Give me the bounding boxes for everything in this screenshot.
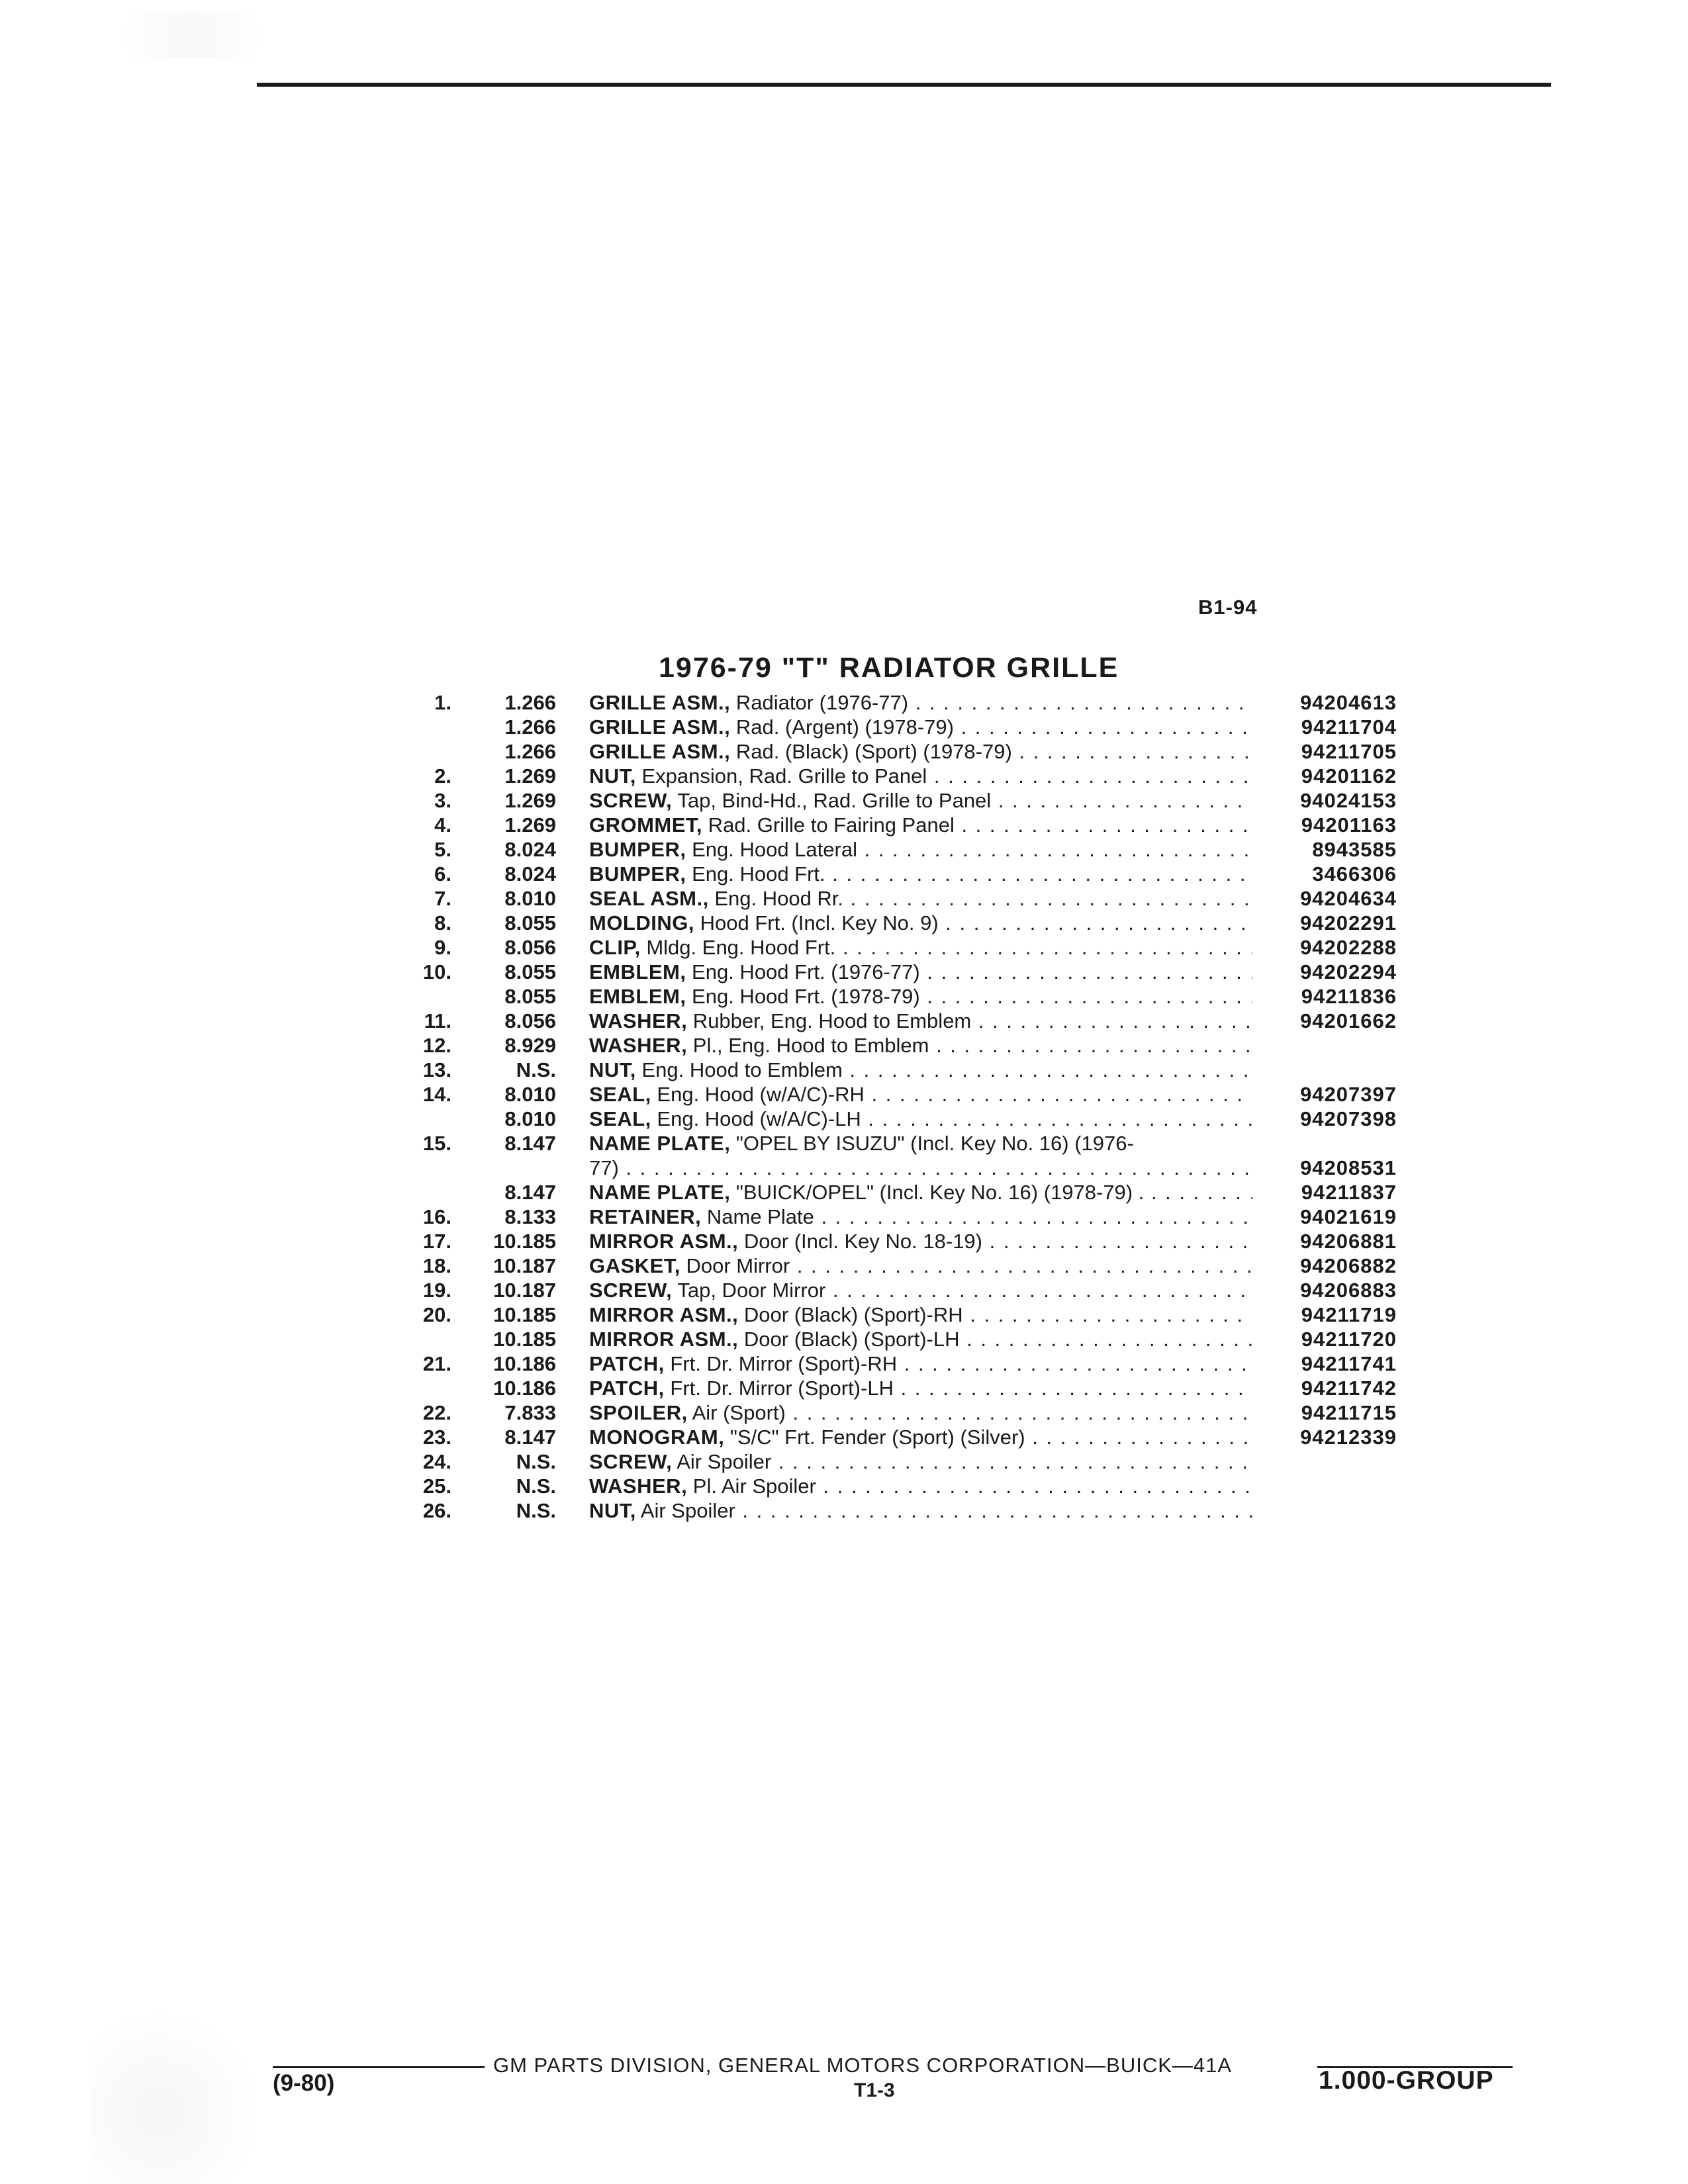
part-number: 94211741 [1301, 1352, 1397, 1375]
group-number: 8.024 [504, 838, 556, 861]
group-number: 1.269 [504, 813, 556, 837]
part-detail: Radiator (1976-77) [730, 691, 909, 714]
part-description [589, 984, 1252, 1009]
part-detail: Hood Frt. (Incl. Key No. 9) [694, 911, 939, 934]
group-number: 8.010 [504, 1107, 556, 1130]
group-number: 1.266 [504, 740, 556, 763]
part-number: 94201163 [1301, 813, 1397, 837]
key-number: 13. [422, 1058, 451, 1081]
group-number: 8.024 [504, 862, 556, 886]
part-detail: Tap, Bind-Hd., Rad. Grille to Panel [672, 789, 992, 812]
part-description [589, 1180, 1252, 1205]
part-number: 94206881 [1300, 1230, 1397, 1253]
parts-row [397, 715, 1403, 739]
group-number: 8.055 [504, 960, 556, 983]
part-detail: Door (Black) (Sport)-LH [738, 1328, 960, 1351]
part-name: NUT, [589, 1499, 636, 1522]
part-detail: Eng. Hood (w/A/C)-LH [651, 1107, 861, 1130]
part-detail: Mldg. Eng. Hood Frt. [640, 936, 836, 959]
key-number: 14. [422, 1083, 451, 1106]
part-number: 94024153 [1300, 789, 1397, 812]
part-number: 3466306 [1312, 862, 1397, 886]
parts-row [397, 1009, 1403, 1033]
footer-page-number: T1-3 [854, 2079, 895, 2101]
part-name: PATCH, [589, 1352, 665, 1375]
part-detail: Rad. Grille to Fairing Panel [702, 813, 955, 837]
parts-row [397, 1107, 1403, 1131]
part-name: SEAL, [589, 1107, 651, 1130]
part-name: SCREW, [589, 789, 673, 812]
part-detail: "S/C" Frt. Fender (Sport) (Silver) [724, 1426, 1025, 1449]
part-number: 94206883 [1300, 1279, 1397, 1302]
part-detail: Door Mirror [680, 1254, 790, 1277]
part-number: 94206882 [1300, 1254, 1397, 1277]
part-name: PATCH, [589, 1377, 665, 1400]
key-number: 20. [422, 1303, 451, 1326]
key-number: 15. [422, 1132, 451, 1155]
part-name: NAME PLATE, [589, 1132, 731, 1155]
part-number: 94211715 [1301, 1401, 1397, 1424]
parts-row [397, 1205, 1403, 1229]
part-number: 94201162 [1301, 764, 1397, 788]
part-name: EMBLEM, [589, 985, 686, 1008]
part-description [589, 837, 1252, 862]
key-number: 18. [422, 1254, 451, 1277]
footer-date: (9-80) [273, 2070, 335, 2096]
part-number: 94211705 [1301, 740, 1397, 763]
part-description [589, 813, 1252, 837]
group-number: 8.929 [504, 1034, 556, 1057]
key-number: 5. [434, 838, 451, 861]
part-description [589, 911, 1252, 935]
part-detail: "BUICK/OPEL" (Incl. Key No. 16) (1978-79) . [730, 1181, 1145, 1204]
group-number: 8.010 [504, 887, 556, 910]
part-detail: Eng. Hood Frt. (1978-79) [686, 985, 920, 1008]
part-description [589, 715, 1252, 739]
key-number: 26. [422, 1499, 451, 1522]
part-name: SPOILER, [589, 1401, 688, 1424]
part-description [589, 1425, 1252, 1449]
key-number: 10. [422, 960, 451, 983]
part-detail: Rubber, Eng. Hood to Emblem [687, 1009, 972, 1032]
part-detail-continued: 77) . . . [589, 1156, 1252, 1180]
part-detail: Eng. Hood (w/A/C)-RH [651, 1083, 865, 1106]
part-description [589, 1449, 1252, 1474]
key-number: 1. [434, 691, 451, 714]
key-number: 19. [422, 1279, 451, 1302]
part-name: MIRROR ASM., [589, 1303, 739, 1326]
group-number: 1.269 [504, 789, 556, 812]
key-number: 11. [424, 1009, 451, 1032]
part-detail: Eng. Hood Frt. [686, 862, 825, 886]
group-number: 8.056 [504, 1009, 556, 1032]
parts-row [397, 1229, 1403, 1253]
part-description [589, 1082, 1252, 1107]
part-detail: "OPEL BY ISUZU" (Incl. Key No. 16) (1976- [730, 1132, 1134, 1155]
top-rule [257, 83, 1551, 87]
part-name: MONOGRAM, [589, 1426, 725, 1449]
footer-division: GM PARTS DIVISION, GENERAL MOTORS CORPORATION—BUICK—41A [493, 2054, 1233, 2077]
part-description [589, 960, 1252, 984]
part-name: WASHER, [589, 1009, 688, 1032]
part-detail: Pl., Eng. Hood to Emblem [687, 1034, 929, 1057]
group-number: N.S. [516, 1450, 556, 1473]
part-number: 94212339 [1300, 1426, 1397, 1449]
parts-row [397, 1302, 1403, 1327]
key-number: 8. [434, 911, 451, 934]
part-number: 94207398 [1300, 1107, 1397, 1130]
part-number: 94207397 [1300, 1083, 1397, 1106]
part-name: BUMPER, [589, 862, 686, 886]
parts-row [397, 1400, 1403, 1425]
parts-row [397, 1351, 1403, 1376]
part-detail: Pl. Air Spoiler [687, 1475, 816, 1498]
key-number: 24. [422, 1450, 451, 1473]
part-detail: Tap, Door Mirror [672, 1279, 826, 1302]
part-description [589, 1058, 1252, 1082]
group-number: 10.185 [493, 1303, 556, 1326]
part-detail: Eng. Hood Frt. (1976-77) [686, 960, 920, 983]
part-description [589, 1400, 1252, 1425]
group-number: 8.010 [504, 1083, 556, 1106]
group-number: 10.185 [493, 1328, 556, 1351]
part-description [589, 1229, 1252, 1253]
parts-row [397, 1498, 1403, 1523]
parts-row [397, 1425, 1403, 1449]
group-number: 7.833 [504, 1401, 556, 1424]
group-number: 1.266 [504, 691, 556, 714]
group-number: 8.055 [504, 911, 556, 934]
key-number: 4. [434, 813, 451, 837]
part-description [589, 739, 1252, 764]
parts-row [397, 911, 1403, 935]
part-detail: Expansion, Rad. Grille to Panel [635, 764, 927, 788]
parts-row [397, 690, 1403, 715]
parts-row [397, 1058, 1403, 1082]
group-number: 8.056 [504, 936, 556, 959]
key-number: 9. [434, 936, 451, 959]
parts-row [397, 862, 1403, 886]
part-name: GRILLE ASM., [589, 691, 731, 714]
section-title: 1976-79 "T" RADIATOR GRILLE [659, 652, 1119, 684]
part-description [589, 1302, 1252, 1327]
part-name: MOLDING, [589, 911, 694, 934]
part-name: GASKET, [589, 1254, 680, 1277]
scan-speckle [93, 12, 291, 58]
part-detail: Eng. Hood Lateral [686, 838, 857, 861]
part-description [589, 935, 1252, 960]
part-number: 94211742 [1301, 1377, 1397, 1400]
parts-row [397, 960, 1403, 984]
part-detail: Door (Black) (Sport)-RH [738, 1303, 963, 1326]
parts-row [397, 1278, 1403, 1302]
part-detail: Air (Sport) [687, 1401, 786, 1424]
parts-row [397, 1180, 1403, 1205]
part-description [589, 1474, 1252, 1498]
part-number: 94211836 [1301, 985, 1397, 1008]
parts-row [397, 764, 1403, 788]
part-number: 94202288 [1300, 936, 1397, 959]
parts-row [397, 1474, 1403, 1498]
parts-row [397, 1376, 1403, 1400]
part-detail: Rad. (Argent) (1978-79) [730, 715, 954, 739]
key-number: 3. [434, 789, 451, 812]
group-number: 8.147 [504, 1181, 556, 1204]
key-number: 23. [422, 1426, 451, 1449]
parts-list [397, 690, 1403, 1523]
group-number: 10.187 [493, 1254, 556, 1277]
key-number: 6. [434, 862, 451, 886]
part-name: GRILLE ASM., [589, 740, 731, 763]
part-number: 94204634 [1300, 887, 1397, 910]
part-number: 94202294 [1300, 960, 1397, 983]
parts-row [397, 1033, 1403, 1058]
part-number: 94211720 [1301, 1328, 1397, 1351]
parts-row [397, 984, 1403, 1009]
key-number: 16. [422, 1205, 451, 1228]
part-description [589, 764, 1252, 788]
part-detail: Door (Incl. Key No. 18-19) [738, 1230, 982, 1253]
part-name: GROMMET, [589, 813, 703, 837]
part-description [589, 690, 1252, 715]
part-name: NAME PLATE, [589, 1181, 731, 1204]
parts-row [397, 837, 1403, 862]
group-number: 1.269 [504, 764, 556, 788]
key-number: 17. [422, 1230, 451, 1253]
part-detail: Frt. Dr. Mirror (Sport)-LH [664, 1377, 894, 1400]
part-name: MIRROR ASM., [589, 1328, 739, 1351]
part-number: 94211837 [1301, 1181, 1397, 1204]
part-detail: Air Spoiler [672, 1450, 772, 1473]
group-number: 8.147 [504, 1132, 556, 1155]
part-name: CLIP, [589, 936, 641, 959]
part-detail: Eng. Hood to Emblem [635, 1058, 843, 1081]
part-description [589, 886, 1252, 911]
part-name: MIRROR ASM., [589, 1230, 739, 1253]
part-detail: Eng. Hood Rr. [708, 887, 844, 910]
part-name: SEAL ASM., [589, 887, 709, 910]
part-description [589, 1278, 1252, 1302]
parts-row [397, 886, 1403, 911]
scan-speckle [89, 2005, 261, 2184]
part-description [589, 1205, 1252, 1229]
part-description [589, 1107, 1252, 1131]
footer-group: 1.000-GROUP [1319, 2066, 1494, 2095]
group-number: 10.187 [493, 1279, 556, 1302]
parts-row [397, 813, 1403, 837]
parts-row [397, 1327, 1403, 1351]
parts-row [397, 788, 1403, 813]
group-number: 8.055 [504, 985, 556, 1008]
parts-row [397, 1253, 1403, 1278]
parts-row [397, 935, 1403, 960]
page-reference: B1-94 [1198, 596, 1258, 619]
part-description [589, 1351, 1252, 1376]
key-number: 2. [434, 764, 451, 788]
group-number: N.S. [516, 1058, 556, 1081]
part-number: 94202291 [1300, 911, 1397, 934]
key-number: 22. [422, 1401, 451, 1424]
part-number: 94021619 [1300, 1205, 1397, 1228]
key-number: 25. [422, 1475, 451, 1498]
part-description [589, 862, 1252, 886]
part-number: 94211719 [1301, 1303, 1397, 1326]
part-name: EMBLEM, [589, 960, 686, 983]
part-number: 94208531 [1300, 1156, 1397, 1179]
part-number: 94201662 [1300, 1009, 1397, 1032]
part-name: SEAL, [589, 1083, 651, 1106]
part-description [589, 1376, 1252, 1400]
part-name: NUT, [589, 1058, 636, 1081]
key-number: 21. [422, 1352, 451, 1375]
part-description [589, 1253, 1252, 1278]
group-number: 1.266 [504, 715, 556, 739]
group-number: 10.186 [493, 1352, 556, 1375]
group-number: 10.186 [493, 1377, 556, 1400]
part-number: 94204613 [1300, 691, 1397, 714]
part-description [589, 1131, 1252, 1156]
group-number: 8.133 [504, 1205, 556, 1228]
part-name: RETAINER, [589, 1205, 702, 1228]
part-name: WASHER, [589, 1034, 688, 1057]
part-name: NUT, [589, 764, 636, 788]
part-number: 94211704 [1301, 715, 1397, 739]
parts-row [397, 1449, 1403, 1474]
group-number: 10.185 [493, 1230, 556, 1253]
parts-row [397, 1082, 1403, 1107]
part-name: GRILLE ASM., [589, 715, 731, 739]
part-description [589, 1327, 1252, 1351]
part-detail: Name Plate [701, 1205, 814, 1228]
part-description [589, 788, 1252, 813]
key-number: 7. [434, 887, 451, 910]
part-number: 8943585 [1312, 838, 1397, 861]
group-number: 8.147 [504, 1426, 556, 1449]
part-detail: Frt. Dr. Mirror (Sport)-RH [664, 1352, 898, 1375]
group-number: N.S. [516, 1499, 556, 1522]
parts-row [397, 739, 1403, 764]
part-detail: Rad. (Black) (Sport) (1978-79) [730, 740, 1012, 763]
part-name: WASHER, [589, 1475, 688, 1498]
part-description [589, 1033, 1252, 1058]
key-number: 12. [422, 1034, 451, 1057]
part-detail: Air Spoiler [635, 1499, 735, 1522]
footer-rule [273, 2066, 485, 2068]
part-name: SCREW, [589, 1450, 673, 1473]
part-description [589, 1009, 1252, 1033]
part-name: BUMPER, [589, 838, 686, 861]
group-number: N.S. [516, 1475, 556, 1498]
part-description [589, 1498, 1252, 1523]
part-name: SCREW, [589, 1279, 673, 1302]
parts-row [397, 1131, 1403, 1180]
